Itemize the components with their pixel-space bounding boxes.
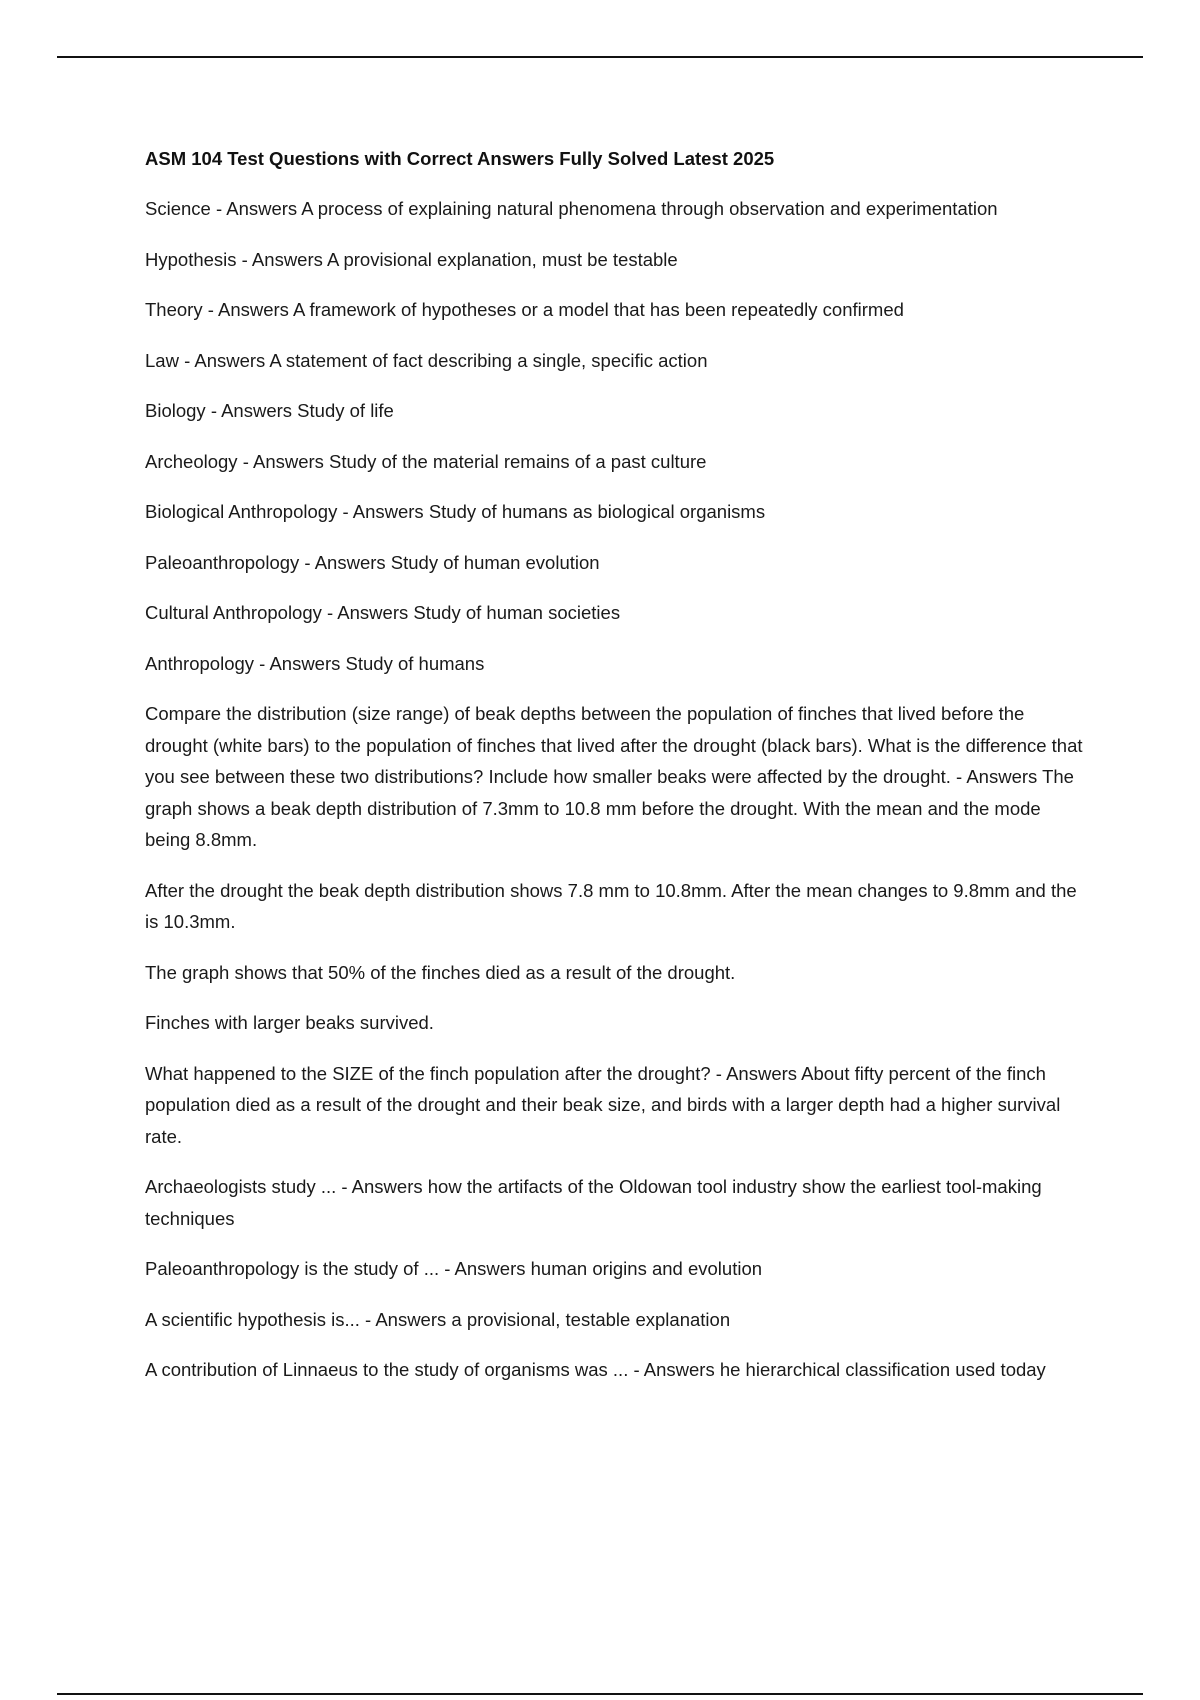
qa-theory: Theory - Answers A framework of hypotheses or a model that has been repeatedly confirmed — [145, 299, 904, 320]
qa-cultural-anthropology: Cultural Anthropology - Answers Study of human societies — [145, 602, 621, 623]
qa-anthropology: Anthropology - Answers Study of humans — [145, 652, 485, 674]
qa-linnaeus: A contribution of Linnaeus to the study of organisms was ... - Answers he hierarchical classification used today — [145, 1359, 1046, 1380]
qa-paleoanthropology: Paleoanthropology - Answers Study of human evolution — [145, 551, 600, 573]
header-rule — [57, 56, 1143, 58]
qa-law: Law - Answers A statement of fact describing a single, specific action — [145, 349, 708, 371]
answer-after-drought: After the drought the beak depth distribution shows 7.8 mm to 10.8mm. After the mean changes to 9.8mm and the is 10.3mm. — [145, 879, 1077, 932]
qa-paleoanthropology-study: Paleoanthropology is the study of ... - Answers human origins and evolution — [145, 1258, 763, 1279]
qa-science: Science - Answers A process of explaining natural phenomena through observation and experimentation — [145, 198, 998, 219]
document-body — [145, 146, 1090, 1405]
document-title: ASM 104 Test Questions with Correct Answers Fully Solved Latest 2025 — [145, 148, 775, 169]
qa-archeology: Archeology - Answers Study of the material remains of a past culture — [145, 450, 707, 472]
qa-scientific-hypothesis: A scientific hypothesis is... - Answers a provisional, testable explanation — [145, 1308, 731, 1330]
qa-population-size: What happened to the SIZE of the finch population after the drought? - Answers About fifty percent of the finch population died as a result of the drought and their beak size, and birds with a larger depth had a higher survival rate. — [145, 1062, 1061, 1147]
answer-fifty-percent: The graph shows that 50% of the finches died as a result of the drought. — [145, 961, 736, 983]
qa-biology: Biology - Answers Study of life — [145, 400, 394, 421]
footer-rule — [57, 1693, 1143, 1695]
qa-biological-anthropology: Biological Anthropology - Answers Study of humans as biological organisms — [145, 501, 766, 522]
qa-beak-distribution: Compare the distribution (size range) of beak depths between the population of finches that lived before the drought (white bars) to the population of finches that lived after the drought (black bars). What is the difference that you see between these two distributions? Include how smaller beaks were affected by the drought. - Answers The graph shows a beak depth distribution of 7.3mm to 10.8 mm before the drought. With the mean and the mode being 8.8mm. — [145, 703, 1083, 850]
answer-larger-beaks: Finches with larger beaks survived. — [145, 1012, 434, 1033]
qa-archaeologists-study: Archaeologists study ... - Answers how the artifacts of the Oldowan tool industry show the earliest tool-making techniques — [145, 1176, 1042, 1229]
qa-hypothesis: Hypothesis - Answers A provisional explanation, must be testable — [145, 248, 678, 270]
